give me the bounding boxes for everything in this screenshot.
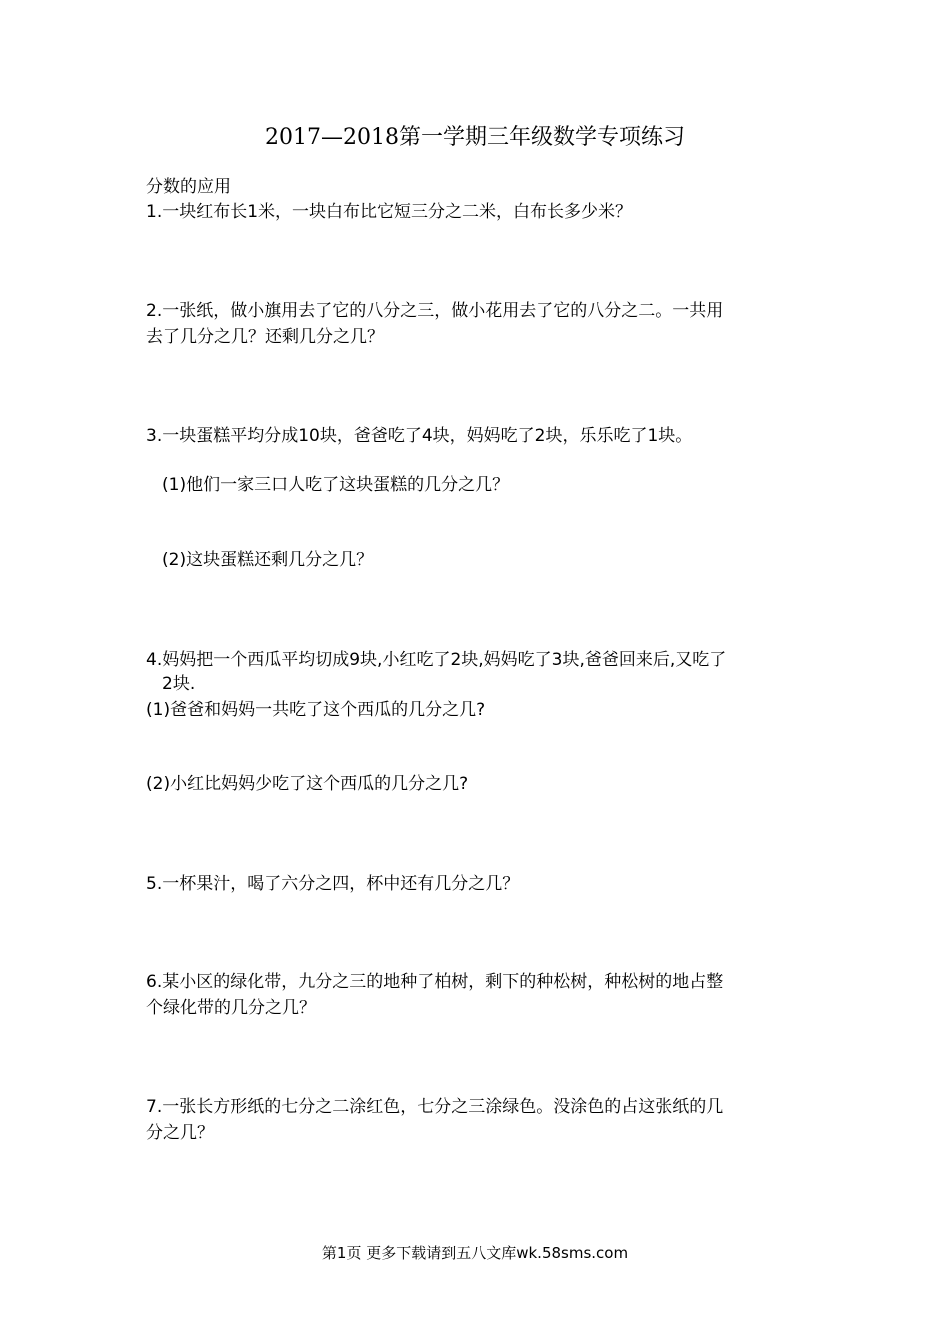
question-1: 1.一块红布长1米，一块白布比它短三分之二米，白布长多少米？ — [146, 202, 633, 222]
question-2-line-1: 2.一张纸，做小旗用去了它的八分之三，做小花用去了它的八分之二。一共用 — [146, 301, 724, 321]
question-3-part-2: (2)这块蛋糕还剩几分之几？ — [162, 550, 374, 570]
question-7-line-2: 分之几？ — [146, 1123, 214, 1143]
question-4-part-2: (2)小红比妈妈少吃了这个西瓜的几分之几? — [146, 774, 469, 794]
question-4-line-1: 4.妈妈把一个西瓜平均切成9块,小红吃了2块,妈妈吃了3块,爸爸回来后,又吃了 — [146, 650, 727, 670]
question-5: 5.一杯果汁，喝了六分之四，杯中还有几分之几？ — [146, 874, 520, 894]
question-6-line-1: 6.某小区的绿化带，九分之三的地种了柏树，剩下的种松树，种松树的地占整 — [146, 972, 724, 992]
question-3: 3.一块蛋糕平均分成10块，爸爸吃了4块，妈妈吃了2块，乐乐吃了1块。 — [146, 426, 693, 446]
question-4-line-2: 2块. — [162, 674, 196, 694]
question-4-part-1: (1)爸爸和妈妈一共吃了这个西瓜的几分之几? — [146, 700, 486, 720]
page-footer: 第1页 更多下载请到五八文库wk.58sms.com — [321, 1244, 629, 1262]
section-heading: 分数的应用 — [146, 177, 231, 197]
question-3-part-1: (1)他们一家三口人吃了这块蛋糕的几分之几？ — [162, 475, 510, 495]
document-title: 2017—2018第一学期三年级数学专项练习 — [265, 125, 685, 150]
question-7-line-1: 7.一张长方形纸的七分之二涂红色，七分之三涂绿色。没涂色的占这张纸的几 — [146, 1097, 724, 1117]
question-2-line-2: 去了几分之几？还剩几分之几？ — [146, 327, 384, 347]
question-6-line-2: 个绿化带的几分之几？ — [146, 998, 316, 1018]
